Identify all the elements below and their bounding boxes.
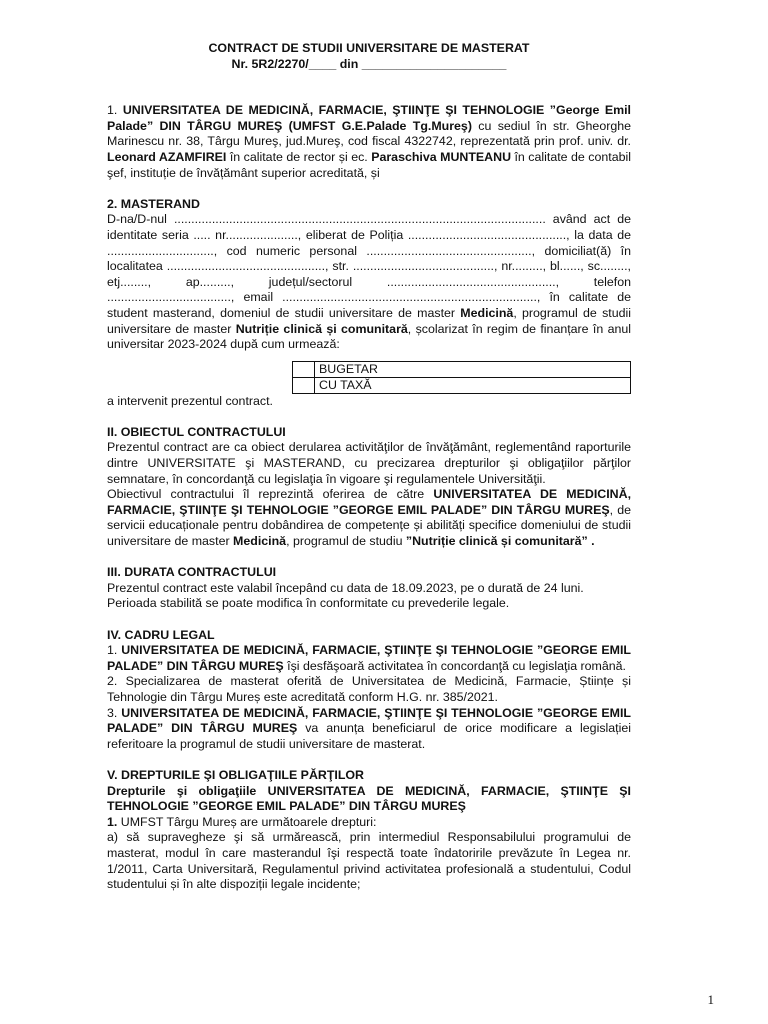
legal-item-1: 1. UNIVERSITATEA DE MEDICINĂ, FARMACIE, ŞTIINŢE ŞI TEHNOLOGIE ”GEORGE EMIL PALADE” DIN TÂRGU MUREŞ îşi desfăşoară activitatea în concordanţă cu legislaţia română. — [107, 643, 631, 673]
contract-number: Nr. 5R2/2270/____ din _____________________ — [231, 57, 507, 71]
funding-choice-table — [292, 361, 631, 394]
page-number: 1 — [707, 992, 714, 1007]
rights-item-a: a) să supravegheze şi să urmărească, prin intermediul Responsabilului programului de masterat, modul în care masterandul îşi respectă toate îndatoririle prevăzute în Legea nr. 1/2011, Carta Universitară, Regulamentul privind activitatea profesională a studentului, Codul studentului și în alte dispoziții legale incidente; — [107, 830, 631, 892]
object-paragraph-1: Prezentul contract are ca obiect derularea activităţilor de învăţământ, reglementând raporturile dintre UNIVERSITATE şi MASTERAND, cu precizarea drepturilor şi obligaţiilor părţilor semnatare, în concordanţă cu legislaţia în vigoare şi regulamentele Universităţii. — [107, 440, 631, 486]
legal-item-3: 3. UNIVERSITATEA DE MEDICINĂ, FARMACIE, ŞTIINŢE ŞI TEHNOLOGIE ”GEORGE EMIL PALADE” DIN TÂRGU MUREŞ va anunța beneficiarul de orice modificare a legislației referitoare la programul de studii universitare de masterat. — [107, 705, 632, 751]
rector-name: Leonard AZAMFIREI — [107, 149, 227, 164]
accountant-name: Paraschiva MUNTEANU — [371, 149, 512, 164]
rights-subheading: Drepturile şi obligaţiile UNIVERSITATEA DE MEDICINĂ, FARMACIE, ŞTIINŢE ŞI TEHNOLOGIE ”GEORGE EMIL PALADE” DIN TÂRGU MUREŞ — [107, 783, 631, 814]
fee-label: CU TAXĂ — [315, 377, 631, 393]
legal-item-2: 2. Specializarea de masterat oferită de Universitatea de Medicină, Farmacie, Științe și Tehnologie din Târgu Mureș este acreditată conform H.G. nr. 385/2021. — [107, 674, 631, 704]
rights-item-1: 1. UMFST Târgu Mureș are următoarele drepturi: — [107, 814, 377, 829]
party-student: D-na/D-nul ............................................................................................................ având act de identitate seria ..... nr....................., eliberat de Poliția .............................................., la data de ..............................., cod numeric personal ................................................, domiciliat(ă) în localitatea .............................................., str. ........................................., nr........., bl......, sc........, etj........, ap........., județul/sectorul ................................................., telefon ...................................., email .........................................................................., în calitate de student masterand, domeniul de studii universitare de master Medicină, programul de studii universitare de master Nutriție clinică și comunitară, școlarizat în regim de finanțare în anul universitar 2023-2024 după cum urmează: — [107, 212, 632, 352]
section-student-heading: 2. MASTERAND — [107, 196, 200, 211]
object-paragraph-2: Obiectivul contractului îl reprezintă oferirea de către UNIVERSITATEA DE MEDICINĂ, FARMACIE, ŞTIINŢE ŞI TEHNOLOGIE ”GEORGE EMIL PALADE” DIN TÂRGU MUREŞ, de servicii educaționale pentru dobândirea de competențe și abilități specifice domeniului de studii universitare de master Medicină, programul de studiu ”Nutriție clinică și comunitară” . — [107, 487, 632, 549]
budget-label: BUGETAR — [315, 361, 631, 377]
section-duration-heading: III. DURATA CONTRACTULUI — [107, 565, 277, 580]
intervened-text: a intervenit prezentul contract. — [107, 393, 273, 408]
section-legal-heading: IV. CADRU LEGAL — [107, 627, 215, 642]
party-university: 1. UNIVERSITATEA DE MEDICINĂ, FARMACIE, ŞTIINŢE ŞI TEHNOLOGIE ”George Emil Palade” DIN TÂRGU MUREŞ (UMFST G.E.Palade Tg.Mureş) cu sediul în str. Gheorghe Marinescu nr. 38, Târgu Mureş, jud.Mureş, cod fiscal 4322742, reprezentată prin prof. univ. dr. Leonard AZAMFIREI în calitate de rector și ec. Paraschiva MUNTEANU în calitate de contabil şef, instituție de învățământ superior acreditată, și — [107, 103, 632, 180]
contract-page — [107, 40, 631, 893]
duration-paragraph-2: Perioada stabilită se poate modifica în conformitate cu prevederile legale. — [107, 596, 510, 611]
section-object-heading: II. OBIECTUL CONTRACTULUI — [107, 424, 286, 439]
fee-checkbox[interactable] — [293, 377, 315, 393]
budget-checkbox[interactable] — [293, 361, 315, 377]
duration-paragraph-1: Prezentul contract este valabil începând cu data de 18.09.2023, pe o durată de 24 luni. — [107, 580, 584, 595]
section-rights-heading: V. DREPTURILE ŞI OBLIGAŢIILE PĂRŢILOR — [107, 767, 365, 782]
contract-title: CONTRACT DE STUDII UNIVERSITARE DE MASTERAT — [208, 41, 530, 55]
university-name: UNIVERSITATEA DE MEDICINĂ, FARMACIE, ŞTIINŢE ŞI TEHNOLOGIE ”George Emil Palade” DIN TÂRGU MUREŞ (UMFST G.E.Palade Tg.Mureş) — [107, 103, 631, 133]
